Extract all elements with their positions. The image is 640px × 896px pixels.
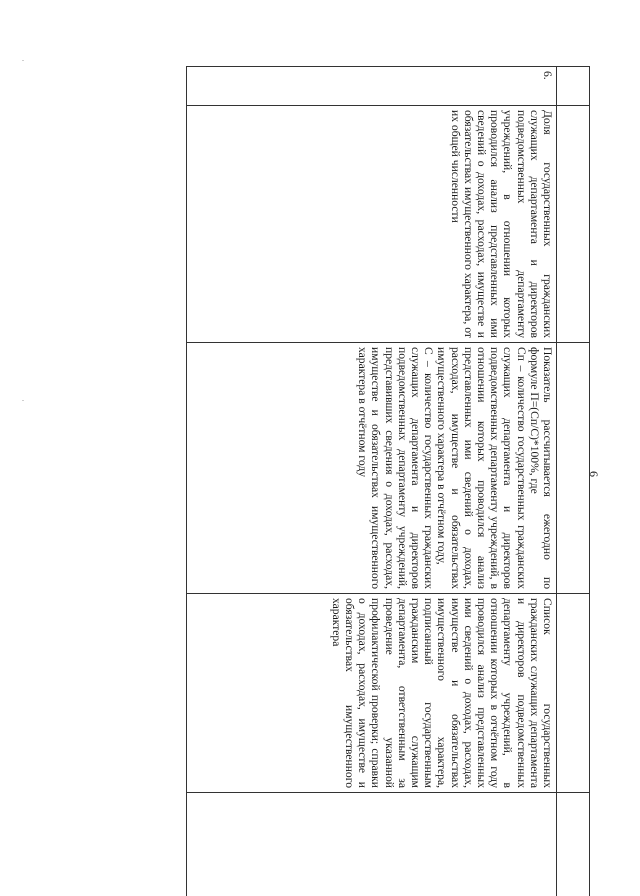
row-number-cell	[187, 67, 557, 106]
indicator-table	[186, 66, 590, 896]
header-strip-cell-source	[557, 594, 590, 793]
indicator-name: Доля государственных гражданских служащих департамента и директоров подведомственных департаменту учреждений, в отношении которых проводился анализ представленных ими сведений о доходах, расходах, имуществе и обязательствах имущественного характера, от их общей численности	[448, 110, 554, 338]
data-source: Список государственных гражданских служащих департамента и директоров подведомственных департаменту учреждений, в отношении которых в отчётном году проводился анализ представленных ими сведений о доходах, расходах, имуществе и обязательствах имущественного характера, подписанный государственным гражданским служащим департамента, ответственным за проведение указанной профилактической проверки; справки о доходах, расходах, имуществе и обязательствах имущественного характера	[329, 598, 554, 788]
header-strip-cell-name	[557, 106, 590, 343]
header-strip-cell-formula	[557, 343, 590, 594]
table-rotation-frame	[186, 66, 590, 872]
table-header-strip	[557, 67, 590, 896]
calculation-formula: Показатель рассчитывается ежегодно по формуле П=(Сп/С)*100%, где Сп – количество государственных гражданских служащих департамента и директоров подведомственных департаменту учреждений, в отношении которых проводился анализ представленных ими сведений о доходах, расходах, имуществе и обязательствах имущественного характера в отчётном году, С – количество государственных гражданских служащих департамента и директоров подведомственных департаменту учреждений, представивших сведения о доходах, расходах, имуществе и обязательствах имущественного характера в отчётном году	[356, 347, 554, 589]
page-number: 6	[587, 471, 601, 477]
table-row	[187, 67, 557, 896]
data-source-cell	[187, 594, 557, 793]
header-strip-cell-num	[557, 67, 590, 106]
rotated-table-wrapper	[186, 66, 590, 872]
header-strip-cell-extra	[557, 793, 590, 896]
extra-cell	[187, 793, 557, 896]
scan-margin-mark	[22, 400, 24, 401]
row-number: 6.	[541, 71, 554, 80]
scan-margin-mark	[22, 60, 24, 61]
calculation-formula-cell	[187, 343, 557, 594]
indicator-name-cell	[187, 106, 557, 343]
